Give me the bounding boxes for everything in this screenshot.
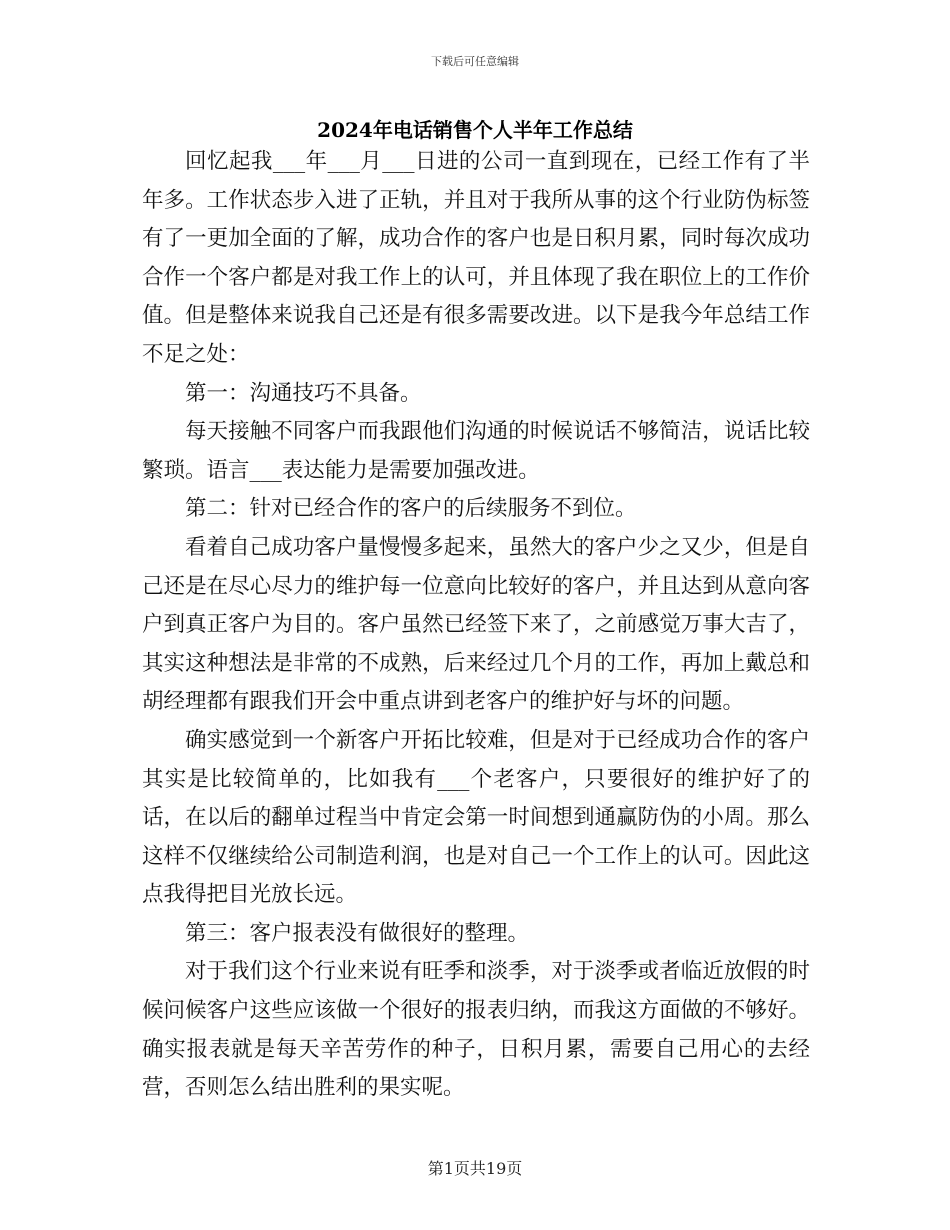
page-number: 第1页共19页 [427,1159,523,1178]
paragraph-point-2-body-cont: 确实感觉到一个新客户开拓比较难，但是对于已经成功合作的客户其实是比较简单的，比如我有___个老客户，只要很好的维护好了的话，在以后的翻单过程当中肯定会第一时间想到通赢防伪的小周。那么这样不仅继续给公司制造利润，也是对自己一个工作上的认可。因此这点我得把目光放长远。 [142,727,810,908]
paragraph-intro: 回忆起我___年___月___日进的公司一直到现在，已经工作有了半年多。工作状态步入进了正轨，并且对于我所从事的这个行业防伪标签有了一更加全面的了解，成功合作的客户也是日积月累，同时每次成功合作一个客户都是对我工作上的认可，并且体现了我在职位上的工作价值。但是整体来说我自己还是有很多需要改进。以下是我今年总结工作不足之处： [142,149,810,367]
paragraph-point-3-heading: 第三：客户报表没有做很好的整理。 [185,920,530,946]
paragraph-point-1-heading: 第一：沟通技巧不具备。 [185,380,422,406]
paragraph-point-2-body: 看着自己成功客户量慢慢多起来，虽然大的客户少之又少，但是自己还是在尽心尽力的维护每一位意向比较好的客户，并且达到从意向客户到真正客户为目的。客户虽然已经签下来了，之前感觉万事大吉了，其实这种想法是非常的不成熟，后来经过几个月的工作，再加上戴总和胡经理都有跟我们开会中重点讲到老客户的维护好与坏的问题。 [142,534,810,715]
paragraph-point-2-heading: 第二：针对已经合作的客户的后续服务不到位。 [185,496,637,522]
paragraph-point-3-body: 对于我们这个行业来说有旺季和淡季，对于淡季或者临近放假的时候问候客户这些应该做一个很好的报表归纳，而我这方面做的不够好。确实报表就是每天辛苦劳作的种子，日积月累，需要自己用心的去经营，否则怎么结出胜利的果实呢。 [142,959,810,1101]
page-header-note: 下载后可任意编辑 [431,55,519,68]
document-body [142,143,810,1108]
paragraph-point-1-body: 每天接触不同客户而我跟他们沟通的时候说话不够简洁，说话比较繁琐。语言___表达能力是需要加强改进。 [142,419,810,483]
document-title: 2024年电话销售个人半年工作总结 [317,118,633,142]
